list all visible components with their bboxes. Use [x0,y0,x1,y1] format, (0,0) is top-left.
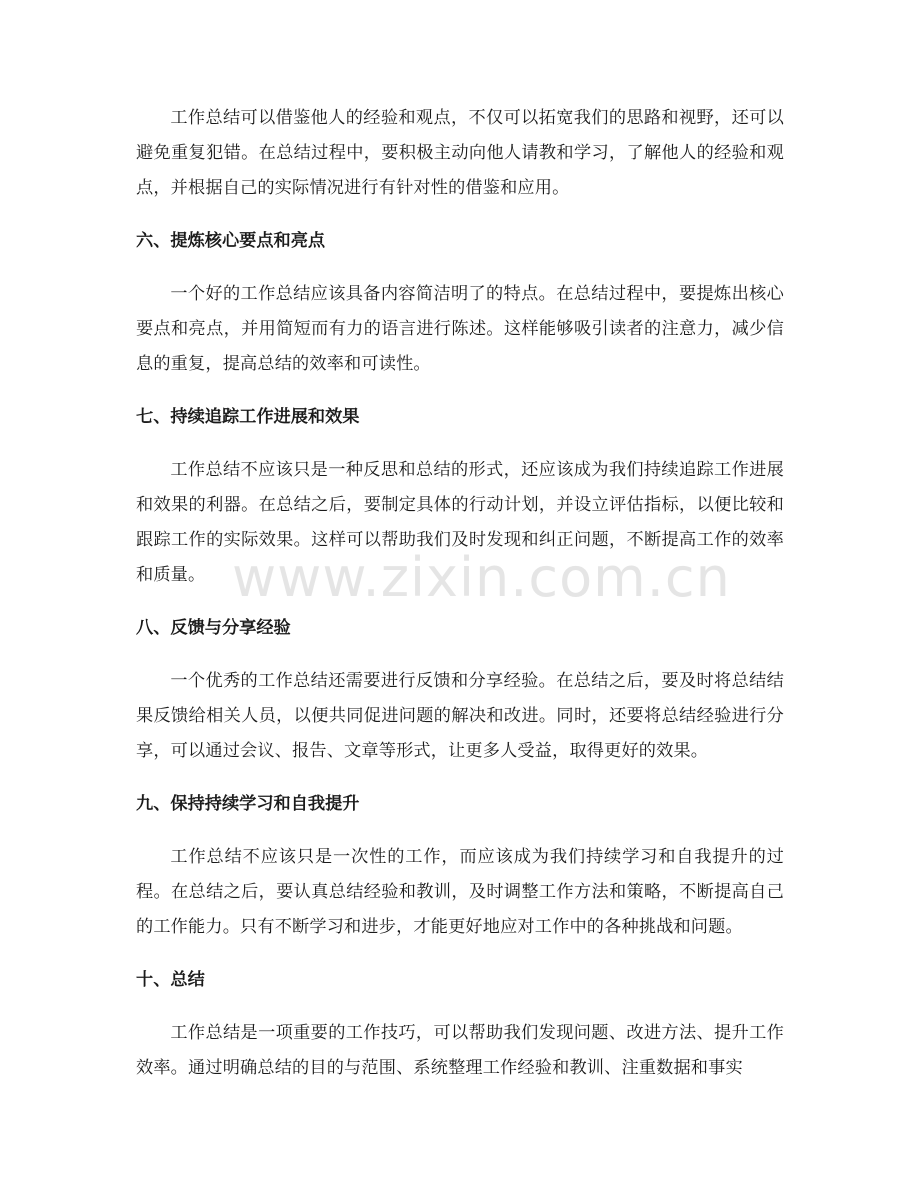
section-heading-8: 八、反馈与分享经验 [136,618,291,638]
paragraph-section-8: 一个优秀的工作总结还需要进行反馈和分享经验。在总结之后，要及时将总结结果反馈给相关人员，以便共同促进问题的解决和改进。同时，还要将总结经验进行分享，可以通过会议、报告、文章等形式，让更多人受益，取得更好的效果。 [136,671,784,761]
paragraph-intro: 工作总结可以借鉴他人的经验和观点，不仅可以拓宽我们的思路和视野，还可以避免重复犯错。在总结过程中，要积极主动向他人请教和学习，了解他人的经验和观点，并根据自己的实际情况进行有针对性的借鉴和应用。 [136,108,784,198]
paragraph-section-10: 工作总结是一项重要的工作技巧，可以帮助我们发现问题、改进方法、提升工作效率。通过明确总结的目的与范围、系统整理工作经验和教训、注重数据和事实 [136,1023,784,1078]
paragraph-section-9: 工作总结不应该只是一次性的工作，而应该成为我们持续学习和自我提升的过程。在总结之后，要认真总结经验和教训，及时调整工作方法和策略，不断提高自己的工作能力。只有不断学习和进步，才能更好地应对工作中的各种挑战和问题。 [136,847,784,937]
watermark-text: www.zixin.com.cn [232,546,731,609]
paragraph-section-6: 一个好的工作总结应该具备内容简洁明了的特点。在总结过程中，要提炼出核心要点和亮点，并用简短而有力的语言进行陈述。这样能够吸引读者的注意力，减少信息的重复，提高总结的效率和可读性。 [136,284,784,374]
section-heading-6: 六、提炼核心要点和亮点 [136,231,326,251]
section-heading-7: 七、持续追踪工作进展和效果 [136,407,360,427]
document-page [136,101,784,1086]
section-heading-10: 十、总结 [136,970,205,990]
paragraph-section-7: 工作总结不应该只是一种反思和总结的形式，还应该成为我们持续追踪工作进展和效果的利器。在总结之后，要制定具体的行动计划，并设立评估指标，以便比较和跟踪工作的实际效果。这样可以帮助我们及时发现和纠正问题，不断提高工作的效率和质量。 [136,460,784,585]
section-heading-9: 九、保持持续学习和自我提升 [136,794,360,814]
